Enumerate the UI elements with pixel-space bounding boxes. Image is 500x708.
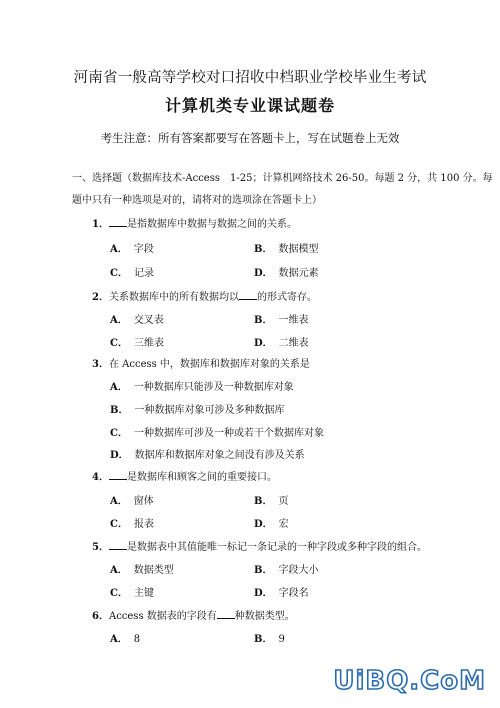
option-a: A． 8	[110, 634, 141, 645]
answer-blank	[109, 470, 127, 480]
question-number: 4．	[92, 472, 109, 483]
option-c: C． 报表	[110, 519, 154, 530]
question-number: 3．	[92, 359, 109, 370]
question-number: 2．	[92, 292, 109, 303]
option-a: A． 一种数据库只能涉及一种数据库对象	[110, 382, 294, 393]
option-a: A． 交叉表	[110, 315, 164, 326]
answer-blank	[239, 290, 257, 300]
section-instruction-line-2: 题中只有一种选项是对的，请将对的选项涂在答题卡上）	[72, 195, 322, 206]
answer-blank	[217, 609, 235, 619]
question-number: 1．	[92, 219, 109, 230]
option-d: D． 字段名	[254, 588, 309, 599]
option-c: C． 一种数据库可涉及一种或若干个数据库对象	[110, 428, 324, 439]
option-a: A． 字段	[110, 244, 154, 255]
answer-blank	[109, 217, 127, 227]
question-6: 6．Access 数据表的字段有 种数据类型。	[92, 611, 295, 622]
option-b: B． 页	[254, 496, 289, 507]
option-b: B． 一维表	[254, 315, 309, 326]
question-1: 1． 是指数据库中数据与数据之间的关系。	[92, 219, 297, 230]
section-instruction-line-1: 一、选择题（数据库技术-Access 1-25；计算机网络技术 26-50。每题 2 分，共 100 分。每	[72, 173, 493, 184]
question-3: 3．在 Access 中，数据库和数据库对象的关系是	[92, 359, 310, 370]
option-c: C． 主键	[110, 588, 154, 599]
question-5: 5． 是数据表中其值能唯一标记一条记录的一种字段或多种字段的组合。	[92, 542, 427, 553]
watermark-logo: UiBQ.CoM	[333, 666, 486, 696]
option-d: D． 数据库和数据库对象之间没有涉及关系	[110, 450, 305, 461]
option-a: A． 窗体	[110, 496, 154, 507]
option-b: B． 9	[254, 634, 285, 645]
answer-blank	[109, 540, 127, 550]
option-d: D． 宏	[254, 519, 289, 530]
question-number: 6．	[92, 611, 109, 622]
option-d: D． 二维表	[254, 338, 309, 349]
question-number: 5．	[92, 542, 109, 553]
option-b: B． 数据模型	[254, 244, 319, 255]
option-b: B． 一种数据库对象可涉及多种数据库	[110, 405, 285, 416]
option-c: C． 三维表	[110, 338, 164, 349]
exam-title: 河南省一般高等学校对口招收中档职业学校毕业生考试	[73, 70, 427, 86]
question-4: 4． 是数据库和顾客之间的重要接口。	[92, 472, 277, 483]
option-b: B． 字段大小	[254, 565, 319, 576]
exam-subtitle: 计算机类专业课试题卷	[164, 96, 335, 115]
option-c: C． 记录	[110, 268, 154, 279]
option-a: A． 数据类型	[110, 565, 174, 576]
question-2: 2．关系数据库中的所有数据均以 的形式寄存。	[92, 292, 317, 303]
candidate-notice: 考生注意：所有答案都要写在答题卡上，写在试题卷上无效	[100, 131, 400, 145]
option-d: D． 数据元素	[254, 268, 319, 279]
